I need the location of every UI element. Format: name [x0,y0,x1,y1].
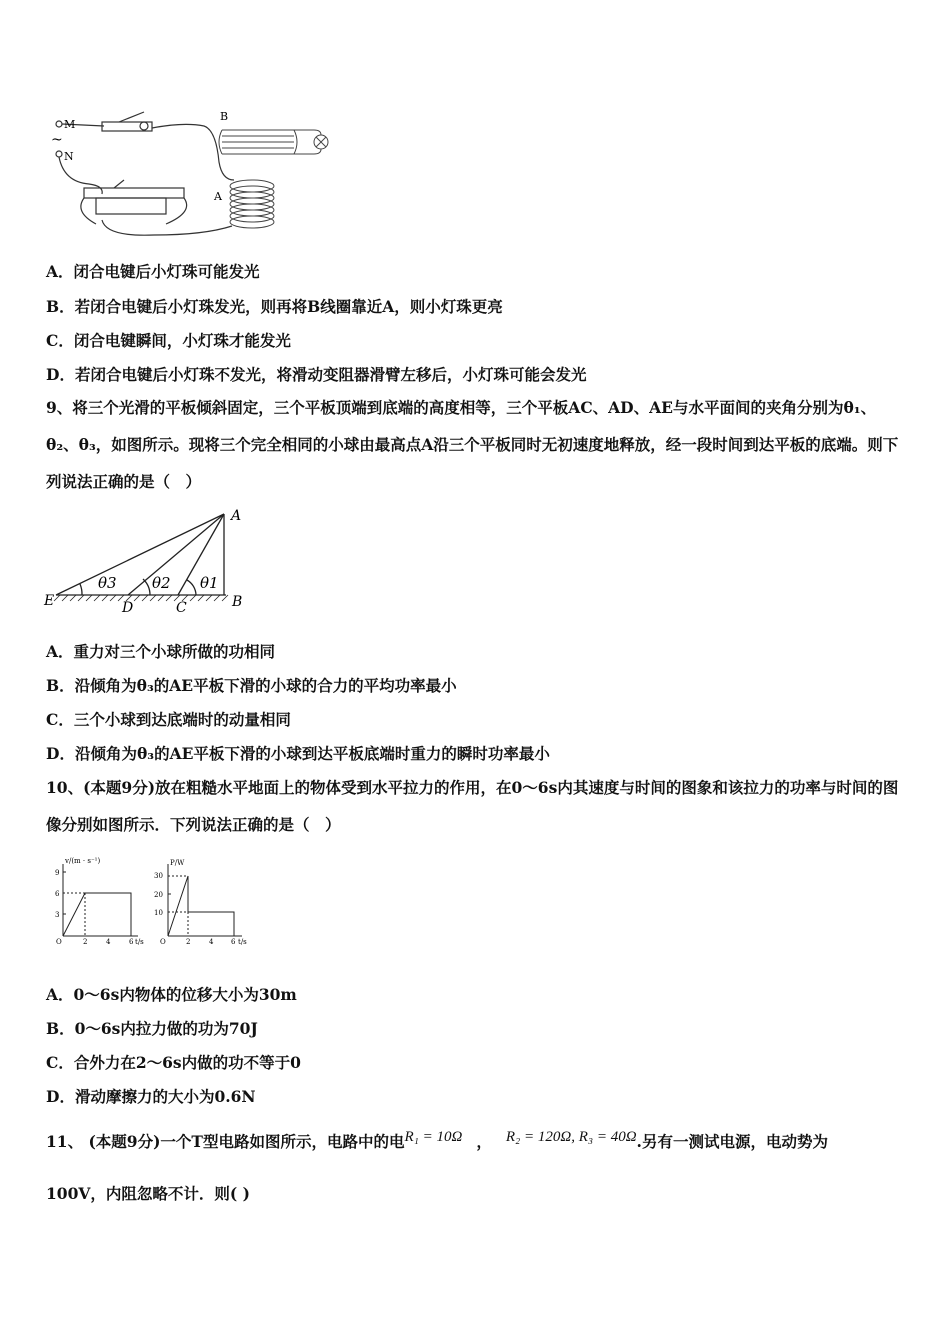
q8-option-c: C．闭合电键瞬间，小灯珠才能发光 [46,331,291,350]
label-B: B [220,110,229,123]
label-N: N [64,150,74,163]
q11-stem-a: 11、 (本题9分)一个T型电路如图所示，电路中的电 [46,1132,405,1151]
vt-ytick-6: 6 [55,890,60,898]
label-theta1: θ1 [200,574,219,592]
pt-graph [150,856,250,946]
vt-graph [50,856,150,946]
pt-ylabel: P/W [170,859,185,867]
q9-option-d: D．沿倾角为θ₃的AE平板下滑的小球到达平板底端时重力的瞬时功率最小 [46,744,550,763]
q8-option-d: D．若闭合电键后小灯珠不发光，将滑动变阻器滑臂左移后，小灯珠可能会发光 [46,365,587,384]
pt-ytick-10: 10 [154,909,163,917]
q11-r1: R₁ = 10Ω [404,1129,463,1145]
label-B-point: B [232,594,243,610]
q11-sep: ， [476,1132,492,1151]
vt-ylabel: v/(m · s⁻¹) [65,857,101,865]
q9-option-a: A．重力对三个小球所做的功相同 [46,642,276,661]
q9-option-c: C．三个小球到达底端时的动量相同 [46,710,291,729]
inclines-figure [42,500,252,615]
q10-stem: 10、(本题9分)放在粗糙水平地面上的物体受到水平拉力的作用，在0～6s内其速度与时间的图象和该拉力的功率与时间的图像分别如图所示．下列说法正确的是（ ） [46,778,899,834]
vt-ytick-9: 9 [55,869,60,877]
q10-option-d: D．滑动摩擦力的大小为0.6N [46,1087,256,1106]
q11-stem-b: .另有一测试电源，电动势为 [636,1132,828,1151]
pt-ytick-30: 30 [154,872,163,880]
label-A: A [214,190,222,203]
vt-xtick-6: 6 [129,938,134,946]
pt-xlabel: t/s [238,938,247,946]
label-E-point: E [44,593,55,609]
label-ac: ~ [51,132,63,148]
vt-origin: O [56,938,62,946]
label-D-point: D [122,600,134,615]
q8-option-a: A．闭合电键后小灯珠可能发光 [46,262,260,281]
q11-r23: R₂ = 120Ω, R₃ = 40Ω [505,1129,637,1145]
q9-stem: 9、将三个光滑的平板倾斜固定，三个平板顶端到底端的高度相等，三个平板AC、AD、AE与水平面间的夹角分别为θ₁、θ₂、θ₃，如图所示。现将三个完全相同的小球由最高点A沿三个平板同时无初速度地释放，经一段时间到达平板的底端。则下列说法正确的是（ ） [46,398,899,491]
vt-xtick-2: 2 [83,938,88,946]
q10-option-c: C．合外力在2～6s内做的功不等于0 [46,1053,301,1072]
pt-origin: O [160,938,166,946]
q8-option-b: B．若闭合电键后小灯珠发光，则再将B线圈靠近A，则小灯珠更亮 [46,297,503,316]
circuit-figure [44,102,344,242]
pt-xtick-2: 2 [186,938,191,946]
label-C-point: C [176,600,187,615]
q11-stem-c: 100V，内阻忽略不计．则( ) [46,1184,250,1203]
label-theta3: θ3 [98,574,117,592]
vt-xtick-4: 4 [106,938,111,946]
q11-stem-line1 [46,1130,828,1152]
vt-xlabel: t/s [135,938,144,946]
pt-xtick-4: 4 [209,938,214,946]
q9-option-b: B．沿倾角为θ₃的AE平板下滑的小球的合力的平均功率最小 [46,676,457,695]
pt-xtick-6: 6 [231,938,236,946]
vt-ytick-3: 3 [55,911,60,919]
label-M: M [64,118,76,131]
pt-ytick-20: 20 [154,891,163,899]
q10-option-b: B．0～6s内拉力做的功为70J [46,1019,258,1038]
label-A-point: A [231,508,242,524]
label-theta2: θ2 [152,574,171,592]
q10-option-a: A．0～6s内物体的位移大小为30m [46,985,297,1004]
